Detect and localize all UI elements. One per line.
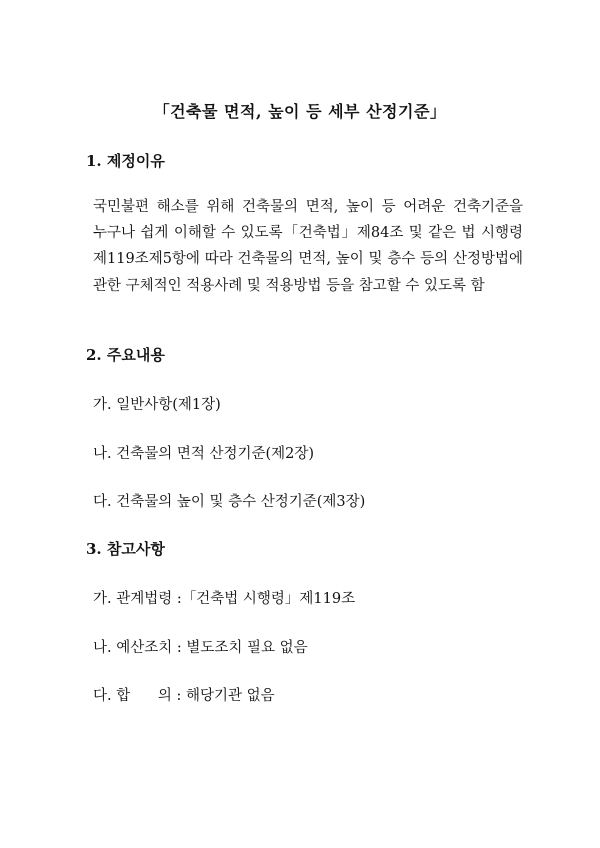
- section-heading-purpose: 1. 제정이유: [86, 152, 165, 170]
- main-contents-item-general: 가. 일반사항(제1장): [93, 397, 221, 413]
- purpose-paragraph: 국민불편 해소를 위해 건축물의 면적, 높이 등 어려운 건축기준을 누구나 쉽게 이해할 수 있도록「건축법」제84조 및 같은 법 시행령 제119조제5항에 따라 건축물의 면적, 높이 및 층수 등의 산정방법에 관한 구체적인 적용사례 및 적용방법 등을 참고할 수 있도록 함: [93, 199, 523, 294]
- references-item-consultation: 다. 합 의 : 해당기관 없음: [93, 688, 275, 704]
- references-item-budget: 나. 예산조치 : 별도조치 필요 없음: [93, 640, 308, 656]
- references-item-laws: 가. 관계법령 :「건축법 시행령」제119조: [93, 591, 356, 607]
- document-title: 「건축물 면적, 높이 등 세부 산정기준」: [153, 102, 447, 121]
- main-contents-item-height: 다. 건축물의 높이 및 층수 산정기준(제3장): [93, 494, 366, 510]
- section-heading-references: 3. 참고사항: [86, 540, 165, 558]
- section-heading-main-contents: 2. 주요내용: [86, 346, 165, 364]
- main-contents-item-area: 나. 건축물의 면적 산정기준(제2장): [93, 446, 315, 462]
